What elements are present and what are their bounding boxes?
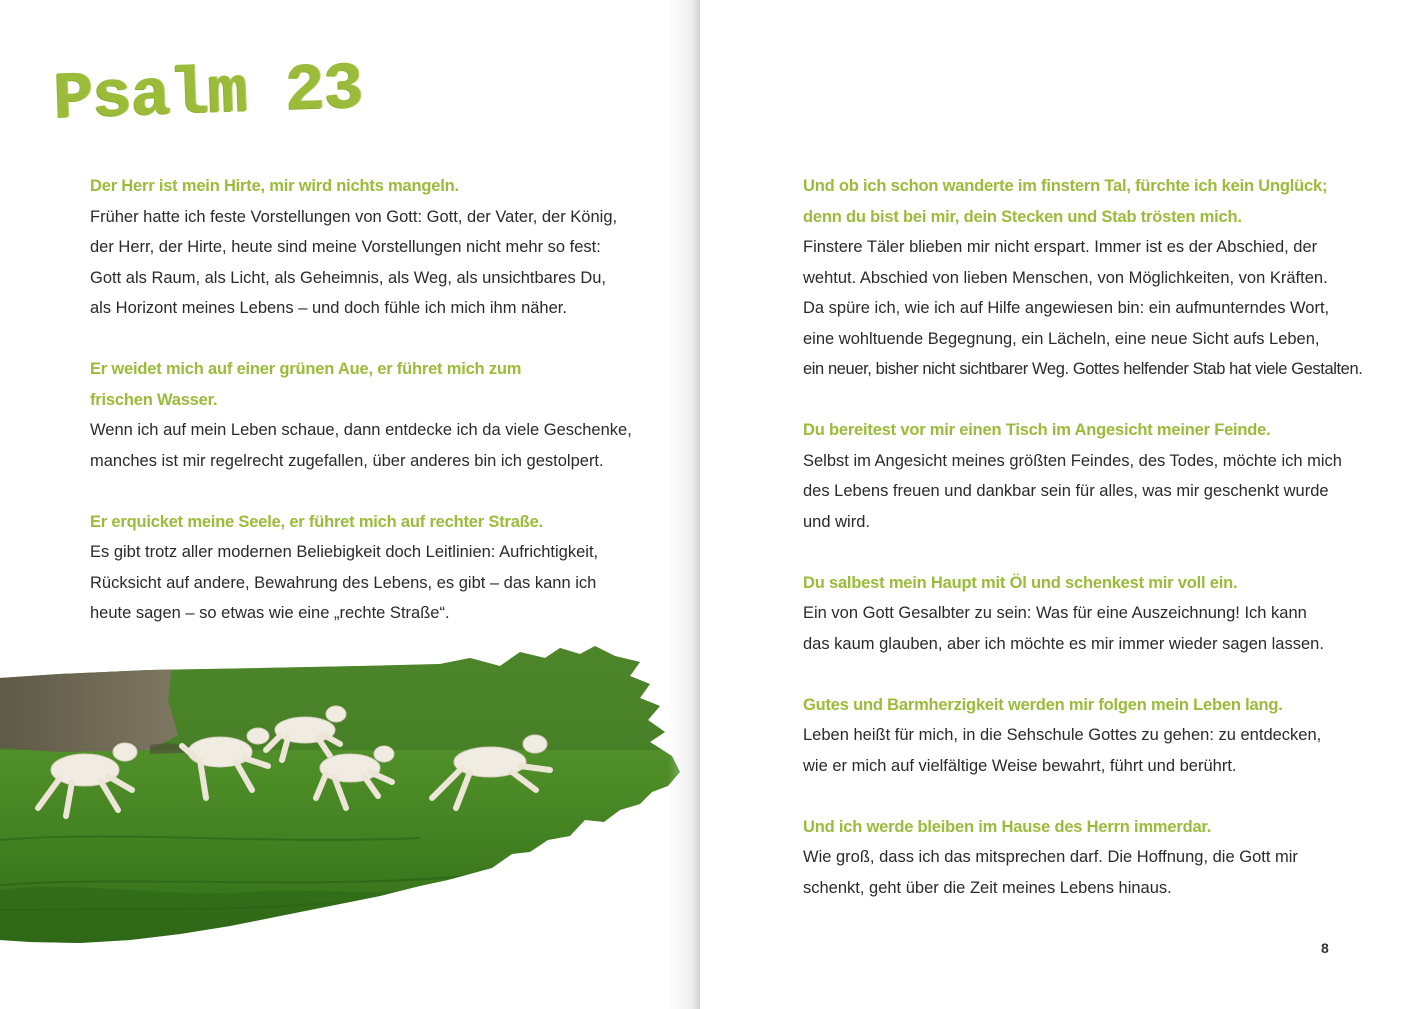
verse-text-line: Finstere Täler blieben mir nicht erspart. Immer ist es der Abschied, der — [803, 238, 1318, 256]
verse-text-line: schenkt, geht über die Zeit meines Lebens hinaus. — [803, 878, 1172, 897]
verse-title-line: Gutes und Barmherzigkeit werden mir folgen mein Leben lang. — [803, 695, 1283, 714]
tree-trunk — [0, 640, 178, 752]
verse-title-line: Der Herr ist mein Hirte, mir wird nichts mangeln. — [90, 177, 459, 195]
verse-title — [90, 507, 650, 538]
verse-text-line: ein neuer, bisher nicht sichtbarer Weg. Gottes helfender Stab hat viele Gestalten. — [803, 360, 1363, 378]
verse-block — [803, 568, 1363, 660]
verse-text-line: Früher hatte ich feste Vorstellungen von Gott: Gott, der Vater, der König, — [90, 207, 618, 226]
verse-block — [803, 171, 1363, 385]
verse-title-line: Du bereitest vor mir einen Tisch im Angesicht meiner Feinde. — [803, 421, 1271, 439]
verse-text-line: Da spüre ich, wie ich auf Hilfe angewiesen bin: ein aufmunterndes Wort, — [803, 299, 1330, 317]
left-text-column — [90, 171, 650, 659]
verse-block — [803, 690, 1363, 782]
verse-text-line: das kaum glauben, aber ich möchte es mir immer wieder sagen lassen. — [803, 634, 1324, 653]
verse-title-line: Er weidet mich auf einer grünen Aue, er führet mich zum — [90, 360, 522, 378]
verse-text-line: Leben heißt für mich, in die Sehschule Gottes zu gehen: zu entdecken, — [803, 726, 1322, 744]
verse-text-line: des Lebens freuen und dankbar sein für alles, was mir geschenkt wurde — [803, 482, 1329, 500]
verse-text-line: Wie groß, dass ich das mitsprechen darf. Die Hoffnung, die Gott mir — [803, 848, 1298, 866]
verse-text-line: Rücksicht auf andere, Bewahrung des Lebens, es gibt – das kann ich — [90, 573, 597, 592]
right-text-column — [803, 171, 1363, 934]
verse-text-line: als Horizont meines Lebens – und doch fühle ich mich ihm näher. — [90, 299, 567, 317]
verse-block — [803, 415, 1363, 537]
verse-text-line: wehtut. Abschied von lieben Menschen, von Möglichkeiten, von Kräften. — [803, 268, 1328, 287]
verse-text — [90, 202, 650, 324]
verse-block — [90, 507, 650, 629]
verse-title-line: Und ob ich schon wanderte im finstern Tal, fürchte ich kein Unglück; — [803, 177, 1328, 195]
lambs-meadow-photo — [0, 640, 700, 955]
page-number: 8 — [1321, 940, 1329, 956]
verse-text — [803, 720, 1363, 781]
verse-text-line: manches ist mir regelrecht zugefallen, über anderes bin ich gestolpert. — [90, 451, 604, 470]
verse-text-line: eine wohltuende Begegnung, ein Lächeln, eine neue Sicht aufs Leben, — [803, 329, 1320, 348]
verse-text-line: wie er mich auf vielfältige Weise bewahrt, führt und berührt. — [803, 756, 1237, 775]
verse-text-line: Es gibt trotz aller modernen Beliebigkeit doch Leitlinien: Aufrichtigkeit, — [90, 543, 599, 561]
verse-block — [90, 354, 650, 476]
verse-text — [90, 537, 650, 629]
verse-title — [803, 690, 1363, 721]
verse-text-line: Ein von Gott Gesalbter zu sein: Was für eine Auszeichnung! Ich kann — [803, 604, 1307, 622]
left-page — [0, 0, 700, 1009]
verse-title — [90, 354, 650, 415]
verse-title-line: denn du bist bei mir, dein Stecken und Stab trösten mich. — [803, 207, 1242, 226]
verse-title-line: frischen Wasser. — [90, 390, 218, 409]
verse-title-line: Er erquicket meine Seele, er führet mich auf rechter Straße. — [90, 512, 543, 531]
verse-title — [90, 171, 650, 202]
verse-title — [803, 171, 1363, 232]
photo-scene — [0, 640, 700, 955]
verse-text-line: Gott als Raum, als Licht, als Geheimnis, als Weg, als unsichtbares Du, — [90, 268, 606, 287]
verse-block — [803, 812, 1363, 904]
verse-title — [803, 812, 1363, 843]
verse-text — [803, 598, 1363, 659]
verse-text — [803, 446, 1363, 538]
verse-text-line: der Herr, der Hirte, heute sind meine Vorstellungen nicht mehr so fest: — [90, 238, 601, 256]
verse-text-line: heute sagen – so etwas wie eine „rechte Straße“. — [90, 604, 450, 622]
verse-text-line: Selbst im Angesicht meines größten Feindes, des Todes, möchte ich mich — [803, 451, 1342, 470]
verse-text-line: und wird. — [803, 512, 870, 531]
verse-text — [803, 232, 1363, 385]
verse-title — [803, 568, 1363, 599]
verse-text — [803, 842, 1363, 903]
verse-title-line: Du salbest mein Haupt mit Öl und schenkest mir voll ein. — [803, 573, 1238, 592]
verse-title — [803, 415, 1363, 446]
verse-block — [90, 171, 650, 324]
verse-title-line: Und ich werde bleiben im Hause des Herrn immerdar. — [803, 817, 1212, 836]
page-title: Psalm 23 — [52, 51, 364, 138]
verse-text-line: Wenn ich auf mein Leben schaue, dann entdecke ich da viele Geschenke, — [90, 421, 632, 439]
verse-text — [90, 415, 650, 476]
